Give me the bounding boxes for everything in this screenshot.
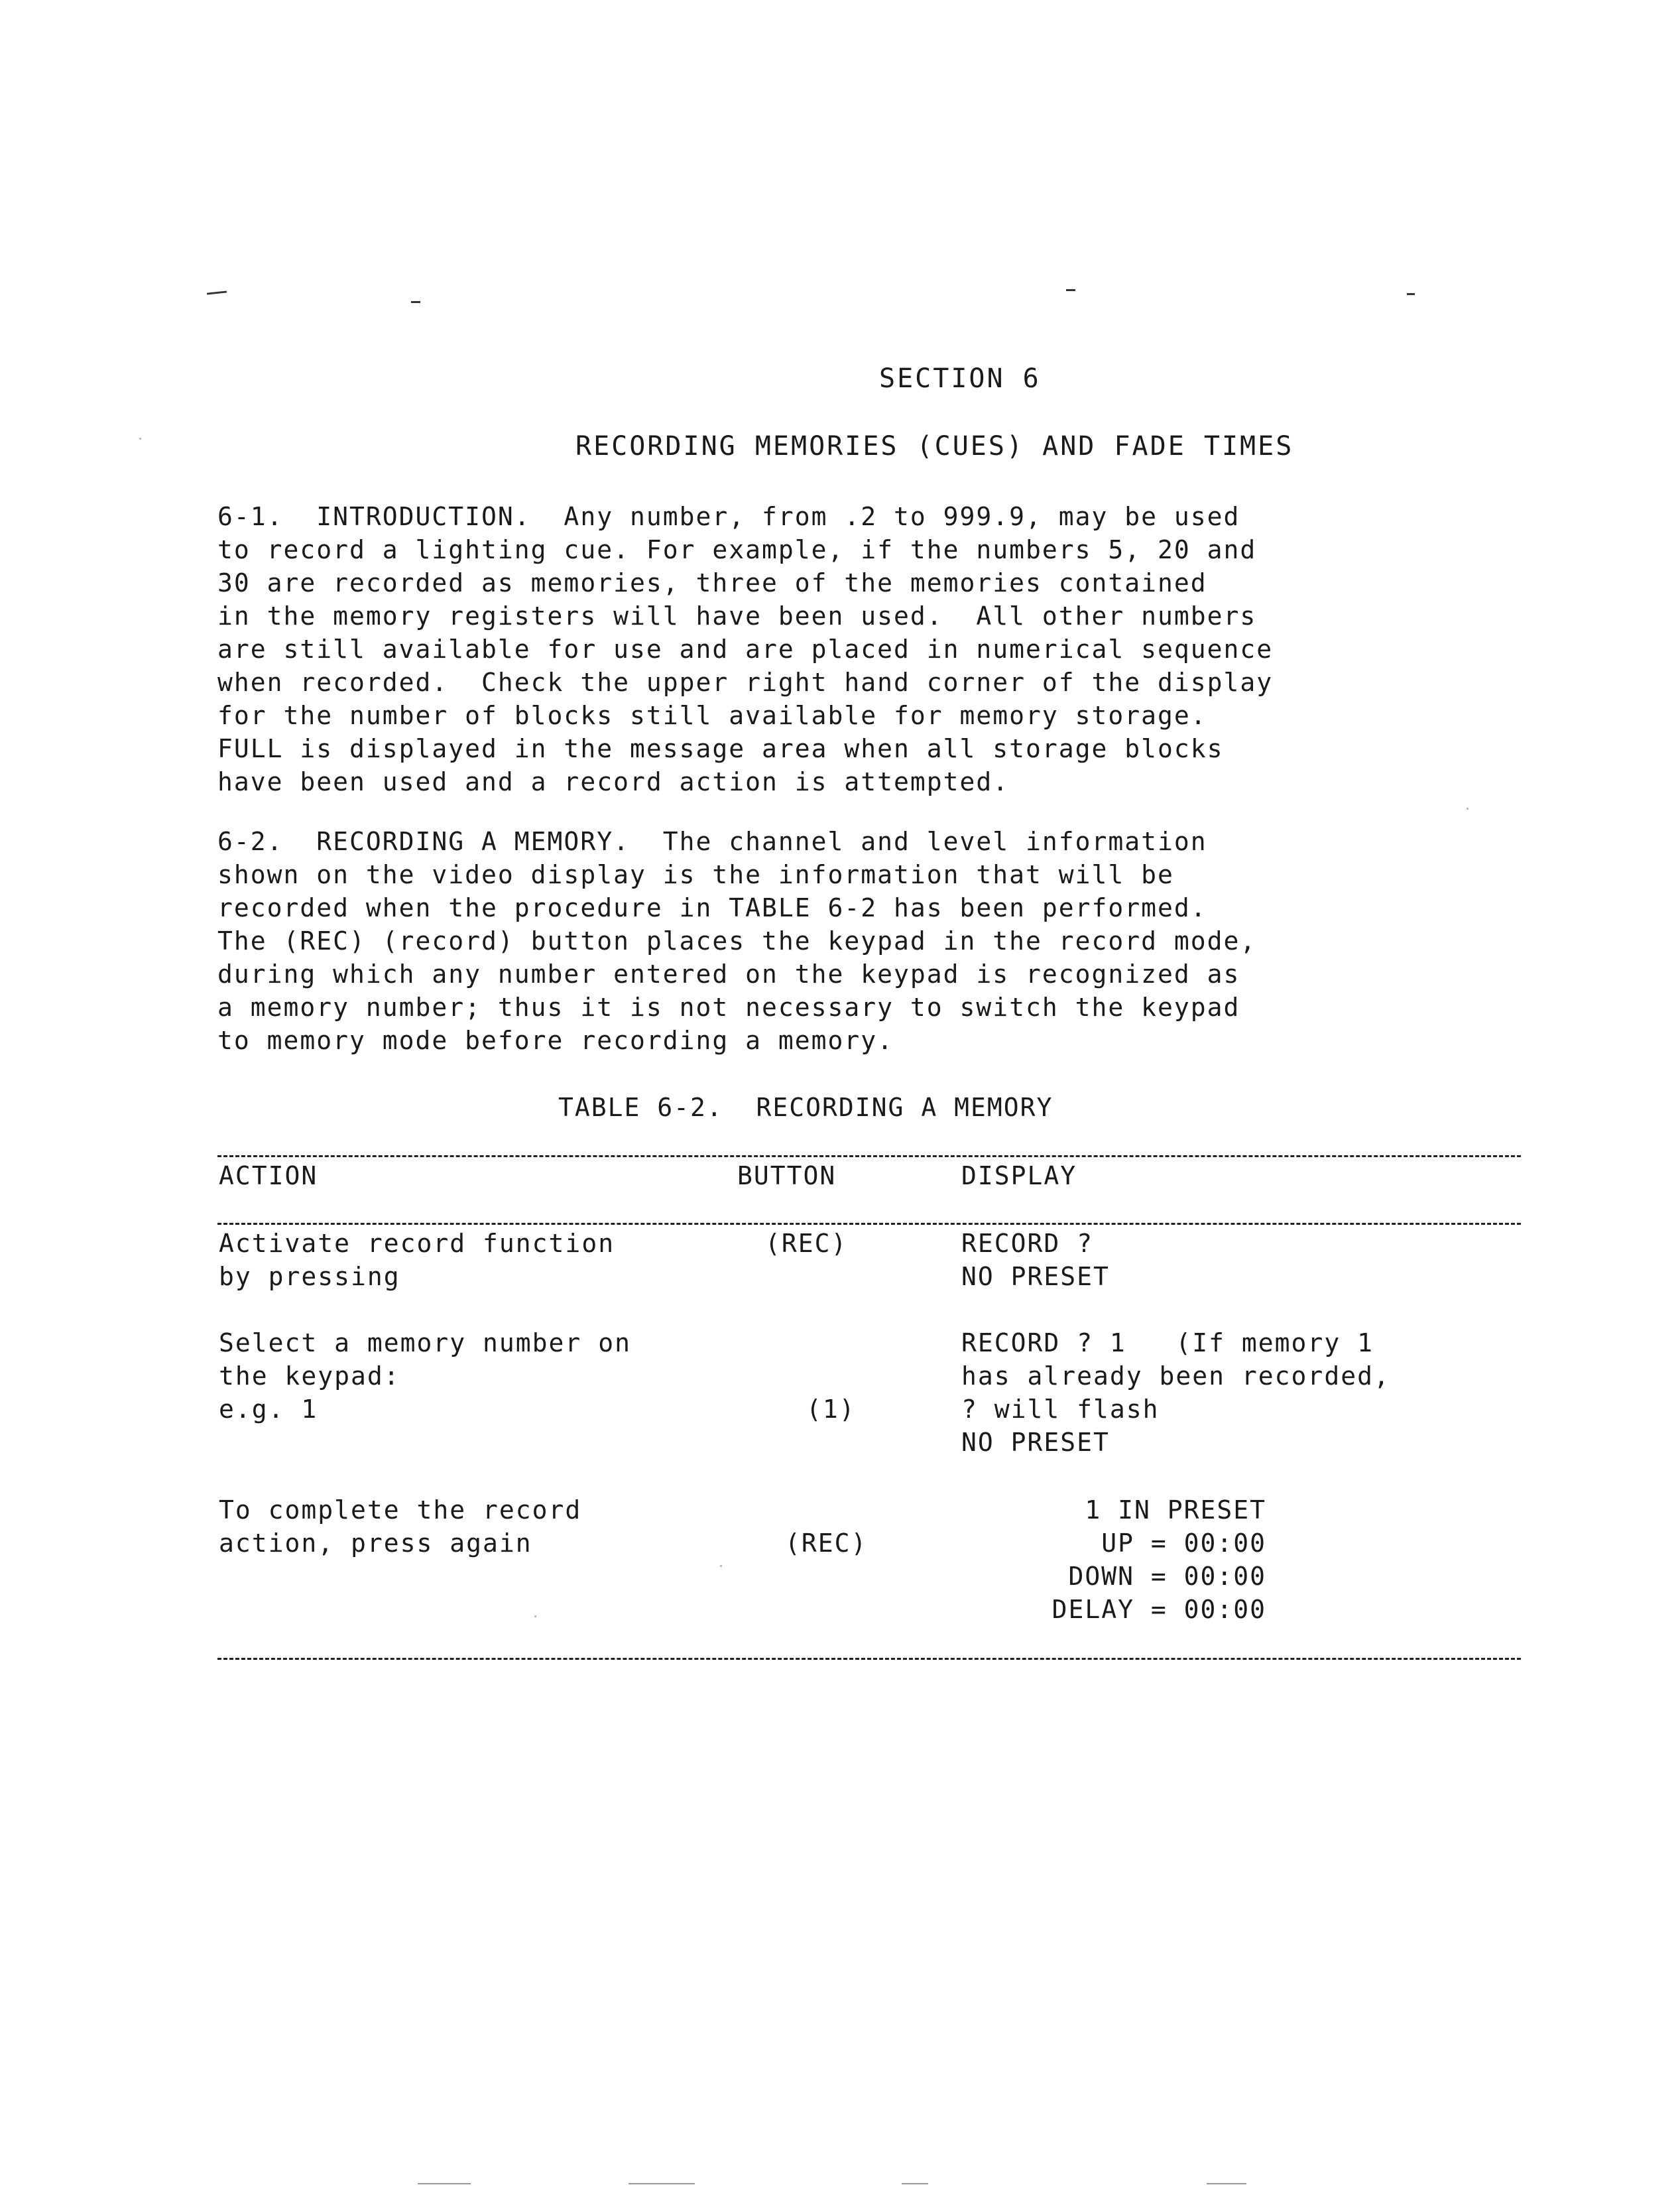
row3-display-line: UP = 00:00 <box>1101 1529 1266 1558</box>
row2-action-line: Select a memory number on <box>219 1328 631 1357</box>
scan-mark <box>1407 293 1415 295</box>
scan-mark <box>411 301 420 303</box>
recording-line: a memory number; thus it is not necessary to switch the keypad <box>217 993 1240 1022</box>
intro-line: when recorded. Check the upper right hand corner of the display <box>217 668 1274 697</box>
scan-mark <box>1207 2183 1246 2184</box>
header-button: BUTTON <box>737 1161 837 1190</box>
row1-display-line: RECORD ? <box>961 1229 1094 1258</box>
intro-line: 30 are recorded as memories, three of the memories contained <box>217 568 1207 597</box>
page-title: RECORDING MEMORIES (CUES) AND FADE TIMES <box>575 431 1294 462</box>
scan-mark <box>418 2183 471 2184</box>
scan-mark <box>902 2183 928 2184</box>
row2-action-line: e.g. 1 <box>219 1395 318 1424</box>
row3-button <box>785 1527 867 1560</box>
row2-display <box>961 1326 1390 1459</box>
row3-action <box>219 1493 581 1560</box>
row2-button-label: (1) <box>806 1395 856 1424</box>
recording-line: during which any number entered on the keypad is recognized as <box>217 960 1240 989</box>
row2-action <box>219 1326 631 1426</box>
scan-mark <box>629 2183 695 2184</box>
scan-mark <box>207 290 227 294</box>
table-rule-bottom <box>217 1658 1521 1660</box>
recording-paragraph <box>217 825 1543 1057</box>
table-caption: TABLE 6-2. RECORDING A MEMORY <box>558 1093 1053 1122</box>
row1-action-line: Activate record function <box>219 1229 615 1258</box>
row1-action <box>219 1227 615 1293</box>
recording-line: 6-2. RECORDING A MEMORY. The channel and level information <box>217 827 1207 856</box>
row3-display-line: DOWN = 00:00 <box>1068 1562 1266 1591</box>
row3-display-line: DELAY = 00:00 <box>1051 1595 1266 1624</box>
row3-display <box>928 1493 1266 1626</box>
recording-line: to memory mode before recording a memory. <box>217 1026 894 1055</box>
row1-display <box>961 1227 1110 1293</box>
row2-display-line: NO PRESET <box>961 1428 1110 1457</box>
intro-line: to record a lighting cue. For example, if the numbers 5, 20 and <box>217 535 1257 564</box>
row2-action-line: the keypad: <box>219 1361 400 1391</box>
header-display: DISPLAY <box>961 1161 1077 1190</box>
intro-paragraph <box>217 500 1543 798</box>
scan-speck <box>720 1565 722 1567</box>
row1-action-line: by pressing <box>219 1262 400 1291</box>
scan-mark <box>1066 289 1075 291</box>
scan-speck <box>139 438 141 440</box>
row2-display-line: has already been recorded, <box>961 1361 1390 1391</box>
row3-action-line: To complete the record <box>219 1495 582 1525</box>
section-title: SECTION 6 <box>879 363 1041 394</box>
recording-line: recorded when the procedure in TABLE 6-2 has been performed. <box>217 893 1207 922</box>
intro-line: for the number of blocks still available for memory storage. <box>217 701 1207 730</box>
intro-line: have been used and a record action is attempted. <box>217 767 1010 796</box>
row1-button-label: (REC) <box>765 1229 848 1258</box>
recording-line: shown on the video display is the information that will be <box>217 860 1174 889</box>
scan-speck <box>1467 808 1469 810</box>
intro-line: 6-1. INTRODUCTION. Any number, from .2 to 999.9, may be used <box>217 502 1240 531</box>
row3-action-line: action, press again <box>219 1529 532 1558</box>
header-action: ACTION <box>219 1161 318 1190</box>
row3-display-line: 1 IN PRESET <box>1085 1495 1266 1525</box>
row3-button-label: (REC) <box>785 1529 868 1558</box>
table-rule-top <box>217 1155 1521 1157</box>
row2-button <box>806 1393 856 1426</box>
intro-line: in the memory registers will have been used. All other numbers <box>217 601 1257 631</box>
scan-speck <box>534 1615 536 1617</box>
intro-line: FULL is displayed in the message area when all storage blocks <box>217 734 1224 763</box>
row1-display-line: NO PRESET <box>961 1262 1110 1291</box>
recording-line: The (REC) (record) button places the keypad in the record mode, <box>217 926 1257 956</box>
intro-line: are still available for use and are placed in numerical sequence <box>217 635 1274 664</box>
table-rule-header <box>217 1223 1521 1225</box>
row2-display-line: RECORD ? 1 (If memory 1 <box>961 1328 1374 1357</box>
row2-display-line: ? will flash <box>961 1395 1160 1424</box>
row1-button <box>765 1227 847 1260</box>
